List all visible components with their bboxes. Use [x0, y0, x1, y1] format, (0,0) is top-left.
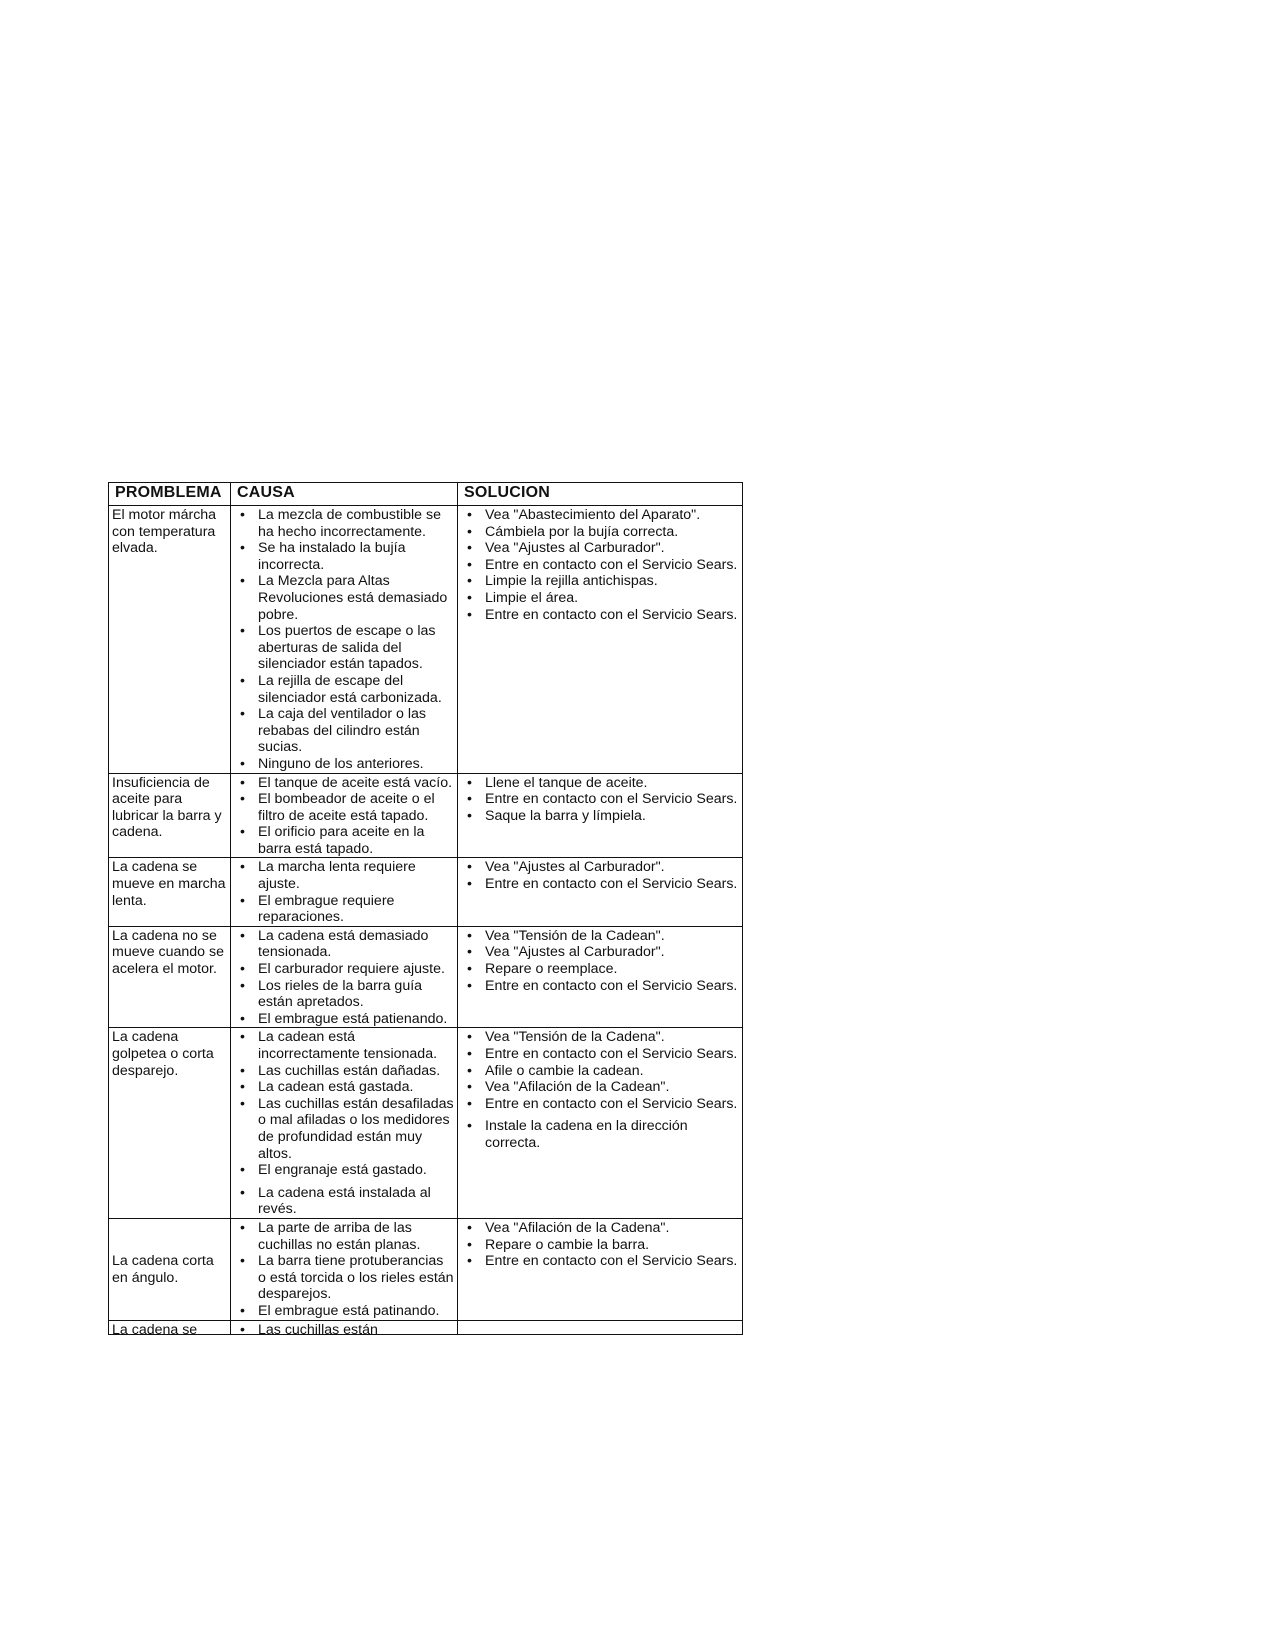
table-row — [109, 773, 743, 858]
solution-cell — [458, 926, 743, 1028]
cause-item: • Las cuchillas están — [234, 1322, 454, 1334]
solution-list — [461, 928, 739, 994]
solution-cell — [458, 1028, 743, 1219]
cause-item: • Ninguno de los anteriores. — [234, 756, 454, 773]
solution-item: • Entre en contacto con el Servicio Sears. — [461, 1253, 739, 1270]
cause-item: • El engranaje está gastado. — [234, 1162, 454, 1179]
solution-cell — [458, 506, 743, 774]
cause-item: • La cadean está gastada. — [234, 1079, 454, 1096]
cause-item: • El bombeador de aceite o el filtro de aceite está tapado. — [234, 791, 454, 824]
solution-item: • Repare o cambie la barra. — [461, 1237, 739, 1254]
solution-item: • Entre en contacto con el Servicio Sears. — [461, 1096, 739, 1113]
table-row-truncated — [109, 1320, 743, 1334]
problem-cell — [109, 506, 231, 774]
cause-cell — [231, 773, 458, 858]
troubleshooting-sheet — [108, 482, 742, 1335]
cause-cell — [231, 1320, 458, 1334]
cause-item: • El orificio para aceite en la barra está tapado. — [234, 824, 454, 857]
cause-item: • El embrague requiere reparaciones. — [234, 893, 454, 926]
cause-list — [234, 1029, 454, 1218]
cause-item: • La parte de arriba de las cuchillas no están planas. — [234, 1220, 454, 1253]
cause-cell — [231, 1028, 458, 1219]
problem-cell — [109, 858, 231, 926]
cause-item: • El embrague está patinando. — [234, 1303, 454, 1320]
cause-item: • La rejilla de escape del silenciador está carbonizada. — [234, 673, 454, 706]
cause-item: • La barra tiene protuberancias o está torcida o los rieles están desparejos. — [234, 1253, 454, 1303]
cause-cell — [231, 926, 458, 1028]
cause-cell — [231, 506, 458, 774]
table-row — [109, 506, 743, 774]
solution-item: • Vea "Tensión de la Cadean". — [461, 928, 739, 945]
solution-item: • Instale la cadena en la dirección correcta. — [461, 1118, 739, 1151]
problem-text: La cadena se mueve en marcha lenta. — [112, 859, 226, 909]
solution-item: • Limpie la rejilla antichispas. — [461, 573, 739, 590]
header-problem: PROMBLEMA — [109, 483, 231, 506]
problem-text: El motor márcha con temperatura elvada. — [112, 507, 217, 557]
table-row — [109, 1028, 743, 1219]
cause-item: • El embrague está patienando. — [234, 1011, 454, 1028]
cause-item: • Las cuchillas están desafiladas o mal afiladas o los medidores de profundidad están muy altos. — [234, 1096, 454, 1162]
cause-item: • La Mezcla para Altas Revoluciones está demasiado pobre. — [234, 573, 454, 623]
cause-item: • Las cuchillas están dañadas. — [234, 1063, 454, 1080]
solution-cell — [458, 858, 743, 926]
cause-item: • La marcha lenta requiere ajuste. — [234, 859, 454, 892]
troubleshooting-table — [108, 482, 743, 1335]
cause-list — [234, 507, 454, 773]
cause-item: • Los rieles de la barra guía están apretados. — [234, 978, 454, 1011]
solution-item: • Vea "Ajustes al Carburador". — [461, 944, 739, 961]
problem-text: La cadena golpetea o corta desparejo. — [112, 1029, 214, 1079]
solution-item: • Repare o reemplace. — [461, 961, 739, 978]
solution-item: • Vea "Ajustes al Carburador". — [461, 859, 739, 876]
problem-cell — [109, 773, 231, 858]
solution-list — [461, 775, 739, 825]
solution-item: • Vea "Ajustes al Carburador". — [461, 540, 739, 557]
solution-item: • Entre en contacto con el Servicio Sears. — [461, 791, 739, 808]
solution-list — [461, 1220, 739, 1270]
problem-text: La cadena se — [112, 1321, 198, 1334]
solution-cell — [458, 1218, 743, 1320]
solution-list — [461, 1029, 739, 1151]
cause-cell — [231, 858, 458, 926]
table-body — [109, 506, 743, 1335]
cause-item: • El tanque de aceite está vacío. — [234, 775, 454, 792]
solution-item: • Entre en contacto con el Servicio Sears. — [461, 557, 739, 574]
solution-item: • Vea "Abastecimiento del Aparato". — [461, 507, 739, 524]
cause-list — [234, 928, 454, 1028]
solution-item: • Vea "Tensión de la Cadena". — [461, 1029, 739, 1046]
problem-cell — [109, 1320, 231, 1334]
problem-text: La cadena no se mueve cuando se acelera el motor. — [112, 927, 224, 978]
cause-item: • La cadean está incorrectamente tensionada. — [234, 1029, 454, 1062]
solution-item: • Llene el tanque de aceite. — [461, 775, 739, 792]
cause-item: • La cadena está instalada al revés. — [234, 1185, 454, 1218]
cause-item: • La mezcla de combustible se ha hecho incorrectamente. — [234, 507, 454, 540]
cause-list — [234, 1220, 454, 1320]
cause-item: • El carburador requiere ajuste. — [234, 961, 454, 978]
header-cause: CAUSA — [231, 483, 458, 506]
solution-item: • Entre en contacto con el Servicio Sears. — [461, 1046, 739, 1063]
solution-item: • Entre en contacto con el Servicio Sears. — [461, 607, 739, 624]
table-row — [109, 858, 743, 926]
cause-item: • Los puertos de escape o las aberturas de salida del silenciador están tapados. — [234, 623, 454, 673]
cause-list — [234, 859, 454, 925]
cause-list — [234, 775, 454, 858]
problem-cell — [109, 926, 231, 1028]
solution-item: • Vea "Afilación de la Cadean". — [461, 1079, 739, 1096]
problem-cell — [109, 1218, 231, 1320]
solution-item: • Cámbiela por la bujía correcta. — [461, 524, 739, 541]
cause-list — [234, 1322, 454, 1334]
cause-item: • La caja del ventilador o las rebabas del cilindro están sucias. — [234, 706, 454, 756]
solution-cell — [458, 1320, 743, 1334]
solution-cell — [458, 773, 743, 858]
solution-item: • Limpie el área. — [461, 590, 739, 607]
solution-list — [461, 507, 739, 623]
table-header-row — [109, 483, 743, 506]
solution-item: • Entre en contacto con el Servicio Sears. — [461, 876, 739, 893]
solution-item: • Saque la barra y límpiela. — [461, 808, 739, 825]
solution-item: • Entre en contacto con el Servicio Sears. — [461, 978, 739, 995]
cause-cell — [231, 1218, 458, 1320]
problem-text: Insuficiencia de aceite para lubricar la barra y cadena. — [112, 774, 222, 841]
cause-item: • Se ha instalado la bujía incorrecta. — [234, 540, 454, 573]
table-row — [109, 926, 743, 1028]
header-solution: SOLUCION — [458, 483, 743, 506]
solution-list — [461, 859, 739, 892]
table-row — [109, 1218, 743, 1320]
solution-item: • Vea "Afilación de la Cadena". — [461, 1220, 739, 1237]
problem-text: La cadena corta en ángulo. — [112, 1253, 214, 1286]
problem-cell — [109, 1028, 231, 1219]
cause-item: • La cadena está demasiado tensionada. — [234, 928, 454, 961]
solution-item: • Afile o cambie la cadean. — [461, 1063, 739, 1080]
